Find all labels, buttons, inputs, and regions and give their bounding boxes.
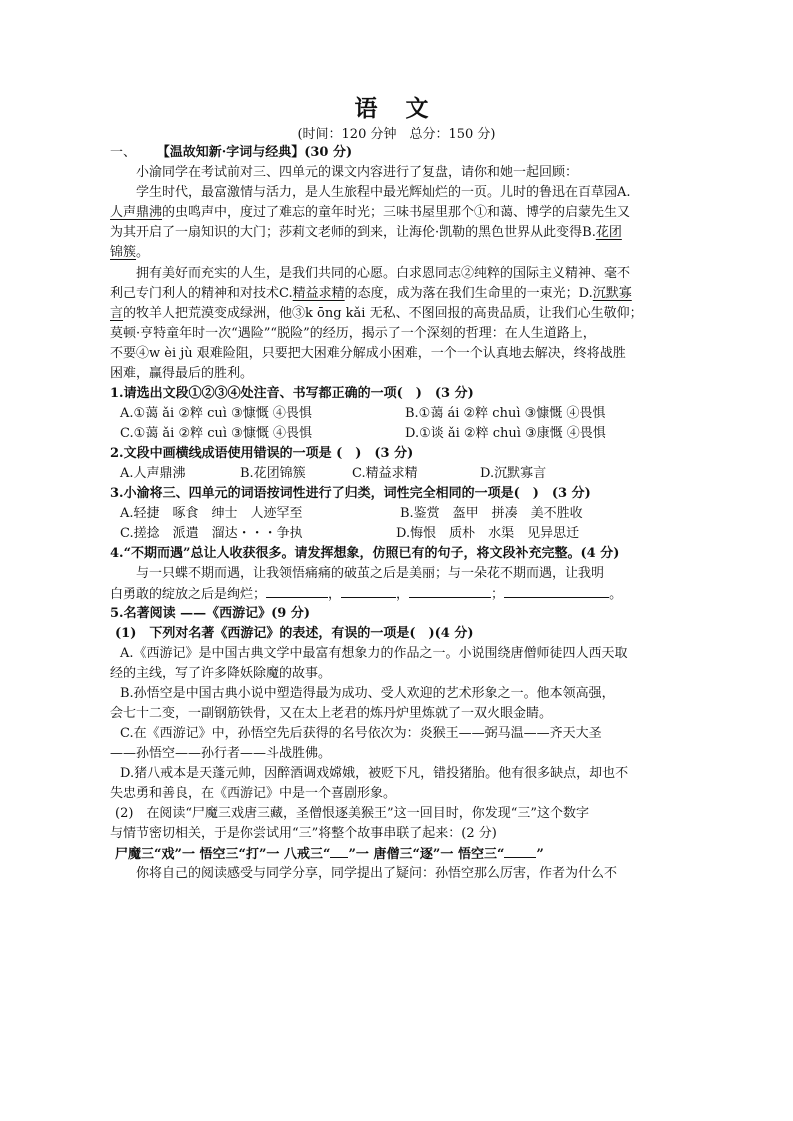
underlined-idiom-c: 精益求精 <box>292 286 345 301</box>
q4-stem: 4.“不期而遇”总让人收获很多。请发挥想象，仿照已有的句子，将文段补充完整。(4 分) <box>110 546 620 561</box>
section-intro: 小渝同学在考试前对三、四单元的课文内容进行了复盘，请你和她一起回顾： <box>136 165 579 180</box>
q5-sub1-stem: (1) 下列对名著《西游记》的表述，有误的一项是( )(4 分) <box>115 626 474 641</box>
q3-stem: 3.小渝将三、四单元的词语按词性进行了归类，词性完全相同的一项是( ) (3 分) <box>110 486 591 501</box>
q5-story-chain: 尸魔三“戏”一 悟空三“打”一 八戒三“ ”一 唐僧三“逐”一 悟空三“ ” <box>115 844 544 865</box>
q2-stem: 2.文段中画横线成语使用错误的一项是 ( ) (3 分) <box>110 446 414 461</box>
underlined-idiom-a: 人声鼎沸 <box>110 205 163 220</box>
p1-line-2: 人声鼎沸的虫鸣声中，度过了难忘的童年时光；三味书屋里那个①和蔼、博学的启蒙先生又 <box>110 205 631 220</box>
q1-option-c: C.①蔼 ǎi ②粹 cuì ③慷慨 ④畏惧 <box>120 426 312 441</box>
answer-blank-2[interactable] <box>341 584 396 598</box>
p1-line-1: 学生时代，最富激情与活力，是人生旅程中最光辉灿烂的一页。儿时的鲁迅在百草园A. <box>136 185 631 200</box>
q2-option-c: C.精益求精 <box>352 466 418 481</box>
q1-option-b: B.①蔼 ái ②粹 chuì ③慷慨 ④畏惧 <box>405 406 606 421</box>
underlined-idiom-d: 沉默寡 <box>592 286 632 301</box>
q2-option-b: B.花团锦簇 <box>240 466 306 481</box>
chain-blank-2[interactable] <box>504 844 536 858</box>
q2-option-a: A.人声鼎沸 <box>120 466 186 481</box>
q5-option-c-line-1: C.在《西游记》中，孙悟空先后获得的名号依次为：炎猴王——弼马温——齐天大圣 <box>120 726 602 741</box>
q5-option-c-line-2: ——孙悟空——孙行者——斗战胜佛。 <box>110 746 332 761</box>
underlined-idiom-b: 花团 <box>595 225 622 240</box>
q2-option-d: D.沉默寡言 <box>480 466 547 481</box>
section-heading <box>110 143 352 163</box>
answer-blank-4[interactable] <box>504 584 609 598</box>
q5-sub2-line-1: (2) 在阅读“尸魔三戏唐三藏，圣僧恨逐美猴王”这一回目时，你发现“三”这个数字 <box>115 806 589 821</box>
p2-line-6: 困难，赢得最后的胜利。 <box>110 366 254 381</box>
q5-option-a-line-2: 经的主线，写了许多降妖除魔的故事。 <box>110 666 332 681</box>
p1-line-4: 锦簇。 <box>110 245 150 260</box>
section-title: 【温故知新·字词与经典】(30 分) <box>156 145 353 160</box>
p2-line-1: 拥有美好而充实的人生，是我们共同的心愿。白求恩同志②纯粹的国际主义精神、毫不 <box>136 266 631 281</box>
q1-stem: 1.请选出文段①②③④处注音、书写都正确的一项( ) (3 分) <box>110 386 474 401</box>
chain-blank-1[interactable] <box>330 844 348 858</box>
q5-last-line: 你将自己的阅读感受与同学分享，同学提出了疑问：孙悟空那么厉害，作者为什么不 <box>136 866 618 881</box>
q4-line-2: 白勇敢的绽放之后是绚烂； ， ， ； 。 <box>110 584 622 605</box>
answer-blank-1[interactable] <box>266 584 328 598</box>
q5-stem: 5.名著阅读 ——《西游记》(9 分) <box>110 606 310 621</box>
page-subtitle: (时间：120 分钟 总分：150 分) <box>297 127 496 142</box>
q4-line-1: 与一只蝶不期而遇，让我领悟痛痛的破茧之后是美丽；与一朵花不期而遇，让我明 <box>136 566 605 581</box>
section-number: 一、 <box>110 145 137 160</box>
q5-option-b-line-2: 会七十二变，一副钢筋铁骨，又在太上老君的炼丹炉里炼就了一双火眼金睛。 <box>110 706 553 721</box>
q5-option-d-line-2: 失忠勇和善良，在《西游记》中是一个喜剧形象。 <box>110 786 397 801</box>
p2-line-2: 利己专门利人的精神和对技术C.精益求精的态度，成为落在我们生命里的一束光；D.沉默寡 <box>110 286 632 301</box>
q1-option-a: A.①蔼 ǎi ②粹 cuì ③慷慨 ④畏惧 <box>120 406 312 421</box>
q3-option-b: B.鉴赏 盔甲 拼凑 美不胜收 <box>400 506 583 521</box>
p2-line-5: 不要④w èi jù 艰难险阻，只要把大困难分解成小困难，一个一个认真地去解决，终将战胜 <box>110 346 626 361</box>
q1-option-d: D.①谈 ǎi ②粹 chuì ③康慨 ④畏惧 <box>405 426 606 441</box>
p2-line-4: 莫顿·亨特童年时一次“遇险”“脱险”的经历，揭示了一个深刻的哲理：在人生道路上， <box>110 326 596 341</box>
answer-blank-3[interactable] <box>409 584 491 598</box>
page-title: 语 文 <box>354 95 439 122</box>
p2-line-3: 言的牧羊人把荒漠变成绿洲，他③k ōng kǎi 无私、不图回报的高贵品质，让我们心生敬仰； <box>110 306 643 321</box>
q5-sub2-line-2: 与情节密切相关，于是你尝试用“三”将整个故事串联了起来：(2 分) <box>110 826 497 841</box>
q5-option-b-line-1: B.孙悟空是中国古典小说中塑造得最为成功、受人欢迎的艺术形象之一。他本领高强， <box>120 686 615 701</box>
q5-option-a-line-1: A.《西游记》是中国古典文学中最富有想象力的作品之一。小说围绕唐僧师徒四人西天取 <box>120 646 628 661</box>
q5-option-d-line-1: D.猪八戒本是天蓬元帅，因醉酒调戏嫦娥，被贬下凡，错投猪胎。他有很多缺点，却也不 <box>120 766 629 781</box>
p1-line-3: 为其开启了一扇知识的大门；莎莉文老师的到来，让海伦·凯勒的黑色世界从此变得B.花团 <box>110 225 622 240</box>
q3-option-c: C.搓捻 派遣 溜达・・・争执 <box>120 526 303 541</box>
q3-option-a: A.轻捷 啄食 绅士 人迹罕至 <box>120 506 303 521</box>
q3-option-d: D.悔恨 质朴 水渠 见异思迁 <box>396 526 580 541</box>
